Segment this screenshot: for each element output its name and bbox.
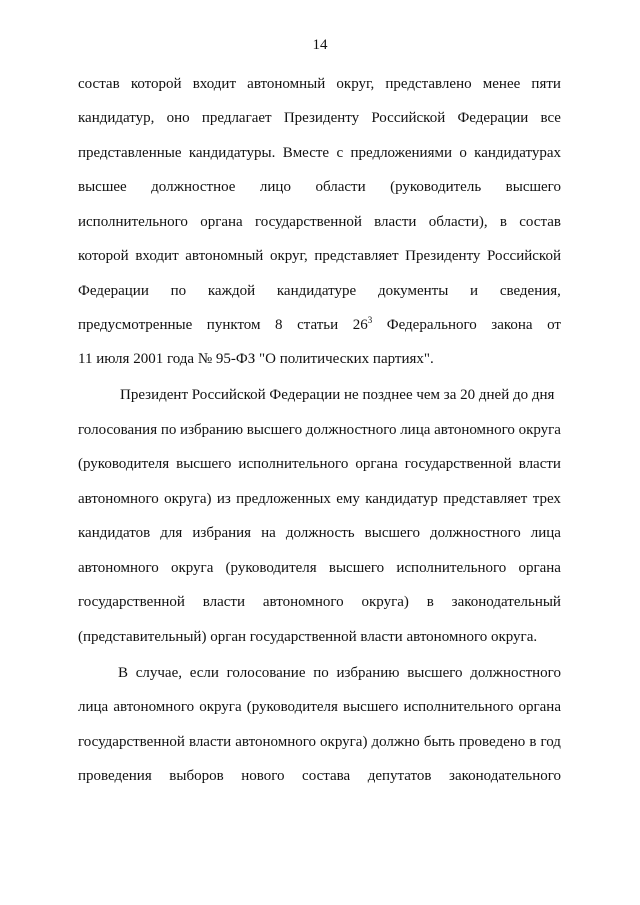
- word: государственной: [254, 214, 362, 230]
- word: автономный: [185, 248, 264, 264]
- word: голосование: [226, 665, 306, 681]
- word: автономного: [78, 491, 159, 507]
- word: которой: [78, 248, 129, 264]
- word: представленные: [78, 145, 182, 161]
- word: органа: [355, 456, 398, 472]
- word: из: [216, 491, 231, 507]
- word: $26^3$: [352, 315, 373, 333]
- word: кандидатуре: [276, 283, 357, 299]
- text-line: [78, 74, 561, 94]
- word: власти: [202, 594, 246, 610]
- word: о: [459, 145, 467, 161]
- word: органа: [518, 699, 561, 715]
- word: округа: [518, 422, 561, 438]
- word: (руководитель: [390, 179, 482, 195]
- word: от: [547, 317, 561, 333]
- word: голосования: [78, 422, 158, 438]
- word: власти: [188, 734, 232, 750]
- word: округа): [320, 734, 368, 750]
- word: округа: [199, 699, 242, 715]
- word: предлагает: [201, 110, 272, 126]
- text-line: (представительный) орган государственной власти автономного округа.: [78, 629, 538, 645]
- word: избранию: [336, 665, 400, 681]
- superscript: 3: [367, 315, 373, 325]
- word: на: [261, 525, 276, 541]
- text-line: [78, 212, 561, 232]
- word: выборов: [169, 768, 224, 784]
- word: автономного: [78, 560, 159, 576]
- text-line: [78, 523, 561, 543]
- word: Российской: [487, 248, 561, 264]
- word: избранию: [180, 422, 244, 438]
- word: пяти: [531, 76, 561, 92]
- word: быть: [423, 734, 455, 750]
- word: должностного: [470, 665, 561, 681]
- word: должно: [371, 734, 420, 750]
- word: высшего: [246, 422, 303, 438]
- text-line: Президент Российской Федерации не позднее чем за 20 дней до дня: [120, 387, 555, 403]
- word: каждой: [207, 283, 256, 299]
- word: должностное: [151, 179, 236, 195]
- text-line: 11 июля 2001 года № 95-ФЗ "О политических партиях".: [78, 351, 434, 367]
- word: сведения,: [499, 283, 561, 299]
- word: округ,: [336, 76, 375, 92]
- word: депутатов: [367, 768, 432, 784]
- word: должностного: [430, 525, 521, 541]
- word: лица: [400, 422, 431, 438]
- word: кандидатурах: [474, 145, 561, 161]
- word: округа): [361, 594, 409, 610]
- word: органа: [518, 560, 561, 576]
- word: оно: [166, 110, 190, 126]
- text-line: [78, 246, 561, 266]
- text-line: [78, 489, 561, 509]
- word: Федерации: [457, 110, 529, 126]
- word: кандидатур,: [78, 110, 155, 126]
- word: законодательный: [451, 594, 561, 610]
- word: проведения: [78, 768, 152, 784]
- word: по: [160, 422, 177, 438]
- word: кандидатур: [365, 491, 438, 507]
- word: кандидатуры.: [188, 145, 276, 161]
- word: по: [313, 665, 329, 681]
- word: все: [540, 110, 561, 126]
- word: входит: [135, 248, 179, 264]
- word: Президенту: [405, 248, 481, 264]
- word: высшего: [176, 456, 232, 472]
- word: 8: [275, 317, 283, 333]
- word: (руководителя: [246, 699, 338, 715]
- word: входит: [192, 76, 236, 92]
- word: государственной: [78, 594, 185, 610]
- word: год: [540, 734, 561, 750]
- word: представляет: [314, 248, 399, 264]
- word: органа: [200, 214, 243, 230]
- word: трех: [532, 491, 561, 507]
- text-line: [78, 697, 561, 717]
- word: высшего: [505, 179, 561, 195]
- word: законодательного: [449, 768, 561, 784]
- word: высшего: [407, 665, 463, 681]
- word: высшее: [78, 179, 127, 195]
- text-line: [118, 663, 561, 683]
- text-line: [78, 177, 561, 197]
- text-line: [78, 315, 561, 335]
- word: предусмотренные: [78, 317, 193, 333]
- word: ему: [336, 491, 360, 507]
- word: Вместе: [282, 145, 330, 161]
- text-line: [78, 454, 561, 474]
- word: автономный: [247, 76, 326, 92]
- word: которой: [130, 76, 182, 92]
- word: автономного: [113, 699, 195, 715]
- text-line: [78, 281, 561, 301]
- word: исполнительного: [396, 560, 507, 576]
- text-line: [78, 766, 561, 786]
- word: лица: [78, 699, 109, 715]
- word: представляет: [443, 491, 528, 507]
- word: власти: [374, 214, 417, 230]
- word: должностного: [305, 422, 397, 438]
- word: кандидатов: [78, 525, 151, 541]
- word: и: [470, 283, 479, 299]
- word: округ,: [269, 248, 308, 264]
- word: Федерации: [78, 283, 149, 299]
- word: исполнительного: [78, 214, 188, 230]
- word: проведено: [458, 734, 526, 750]
- text-line: [78, 420, 561, 440]
- text-line: [78, 558, 561, 578]
- word: в: [426, 594, 434, 610]
- word: состав: [519, 214, 561, 230]
- word: предложенных: [236, 491, 331, 507]
- word: области: [315, 179, 366, 195]
- word: должность: [285, 525, 355, 541]
- word: Российской: [371, 110, 446, 126]
- page-number: 14: [312, 37, 328, 53]
- word: если: [189, 665, 219, 681]
- word: в: [529, 734, 537, 750]
- word: документы: [377, 283, 449, 299]
- text-line: [78, 592, 561, 612]
- word: округа: [170, 560, 214, 576]
- text-line: [78, 143, 561, 163]
- word: (руководителя: [78, 456, 170, 472]
- word: государственной: [78, 734, 185, 750]
- word: власти: [518, 456, 561, 472]
- word: избрания: [192, 525, 252, 541]
- word: состава: [302, 768, 351, 784]
- word: автономного: [262, 594, 344, 610]
- word: автономного: [434, 422, 515, 438]
- word: лица: [530, 525, 561, 541]
- word: менее: [482, 76, 521, 92]
- word: нового: [241, 768, 285, 784]
- word: для: [160, 525, 183, 541]
- word: Президенту: [283, 110, 360, 126]
- word: пунктом: [206, 317, 261, 333]
- word: по: [170, 283, 187, 299]
- word: (руководителя: [225, 560, 317, 576]
- word: исполнительного: [238, 456, 349, 472]
- word: автономного: [235, 734, 317, 750]
- word: исполнительного: [403, 699, 514, 715]
- word: высшего: [364, 525, 420, 541]
- word: закона: [491, 317, 533, 333]
- text-line: [78, 732, 561, 752]
- word: В: [118, 665, 129, 681]
- word: высшего: [328, 560, 385, 576]
- word: государственной: [404, 456, 512, 472]
- word: статьи: [297, 317, 339, 333]
- word: высшего: [343, 699, 399, 715]
- word: округа): [164, 491, 212, 507]
- word: представлено: [385, 76, 472, 92]
- word: с: [336, 145, 344, 161]
- word: Федерального: [386, 317, 477, 333]
- word: лицо: [259, 179, 291, 195]
- word: состав: [78, 76, 120, 92]
- word: области),: [428, 214, 488, 230]
- word: в: [499, 214, 507, 230]
- word: случае,: [135, 665, 182, 681]
- word: предложениями: [350, 145, 452, 161]
- text-line: [78, 108, 561, 128]
